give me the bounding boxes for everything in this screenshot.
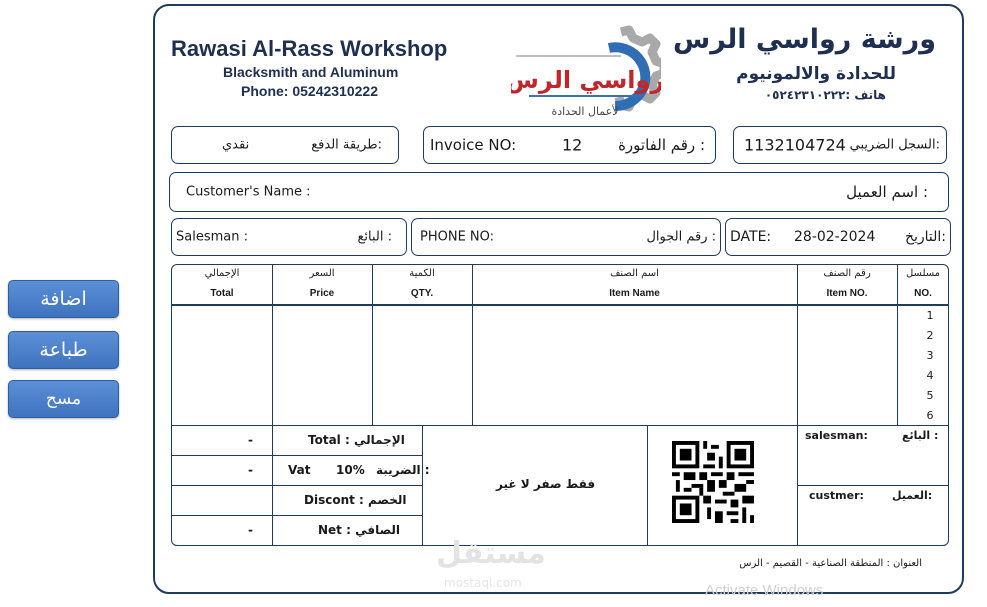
net-label: Net : الصافي <box>318 523 401 537</box>
company-subtitle-ar: للحدادة والالمونيوم <box>736 64 896 84</box>
col-header-qty: الكمية QTY. <box>409 268 435 299</box>
col-header-item-no: رقم الصنف Item NO. <box>823 268 871 299</box>
row-number: 1 <box>926 309 934 322</box>
tax-number-value[interactable]: 1132104724 <box>744 135 846 155</box>
customer-signature-label-ar: العميل: <box>892 489 933 502</box>
vat-rate[interactable]: 10% <box>336 463 365 477</box>
company-subtitle-en: Blacksmith and Aluminum <box>223 64 399 80</box>
address: العنوان : المنطقة الصناعية - القصيم - الرس <box>739 558 922 569</box>
activate-windows-notice: Activate Windows <box>705 582 824 599</box>
company-phone-en: Phone: 05242310222 <box>241 83 378 99</box>
row-number: 5 <box>926 389 934 402</box>
invoice-number-label-en: Invoice NO: <box>430 136 517 154</box>
invoice-number-box <box>423 126 716 164</box>
customer-name-label-en: Customer's Name : <box>186 184 311 200</box>
col-header-serial: مسلسل NO. <box>905 268 941 299</box>
payment-method-value[interactable]: نقدي <box>222 137 250 153</box>
vat-value: - <box>248 463 253 477</box>
payment-method-box <box>171 126 399 164</box>
watermark: مستقل <box>436 536 546 571</box>
payment-method-label: طريقة الدفع: <box>311 137 382 153</box>
net-value: - <box>248 523 253 537</box>
row-number: 2 <box>926 329 934 342</box>
row-number: 4 <box>926 369 934 382</box>
watermark-url: mostaql.com <box>444 576 522 590</box>
clear-button[interactable]: مسح <box>8 380 119 418</box>
invoice-sheet <box>153 4 964 594</box>
customer-signature-label-en: custmer: <box>809 489 864 502</box>
discount-label: Discont : الخصم <box>304 493 407 507</box>
svg-text:رواسي الرس: رواسي الرس <box>511 66 661 94</box>
phone-box <box>411 218 721 256</box>
salesman-label-en: Salesman : <box>176 229 248 245</box>
col-header-item-name: اسم الصنف Item Name <box>609 268 660 299</box>
salesman-signature-label-en: salesman: <box>805 429 868 442</box>
qr-code <box>672 441 754 527</box>
invoice-number-value[interactable]: 12 <box>562 135 583 155</box>
date-box <box>725 218 951 256</box>
salesman-signature-label-ar: البائع : <box>902 429 939 442</box>
date-label-ar: التاريخ: <box>904 229 946 245</box>
tax-number-label: السجل الضريبي: <box>849 137 940 153</box>
company-name-ar: ورشة رواسي الرس <box>673 24 936 55</box>
customer-name-label-ar: اسم العميل : <box>846 183 928 201</box>
company-phone-ar: هاتف :٠٥٢٤٢٣١٠٢٢٢ <box>764 88 886 102</box>
salesman-label-ar: البائع : <box>357 229 392 245</box>
svg-text:لأعمال الحدادة: لأعمال الحدادة <box>551 105 619 118</box>
tax-number-box <box>733 126 947 164</box>
customer-name-box <box>169 172 949 212</box>
amount-in-words: فقط صفر لا غير <box>496 477 596 491</box>
phone-label-ar: رقم الجوال : <box>646 229 716 245</box>
total-value: - <box>248 433 253 447</box>
vat-label-ar: الضريبة : <box>376 463 430 477</box>
print-button[interactable]: طباعة <box>8 331 119 369</box>
phone-label-en: PHONE NO: <box>420 229 495 245</box>
date-value[interactable]: 28-02-2024 <box>794 229 876 245</box>
invoice-number-label-ar: رقم الفاتورة : <box>618 136 705 154</box>
vat-label-en: Vat <box>288 463 311 477</box>
row-number: 3 <box>926 349 934 362</box>
company-name-en: Rawasi Al-Rass Workshop <box>171 36 448 61</box>
items-table <box>171 264 949 546</box>
row-number: 6 <box>926 409 934 422</box>
salesman-box <box>171 218 407 256</box>
date-label-en: DATE: <box>730 229 772 245</box>
add-button[interactable]: اضافة <box>8 280 119 318</box>
col-header-total: الإجمالي Total <box>204 268 240 299</box>
col-header-price: السعر Price <box>309 268 335 299</box>
total-label: Total : الإجمالي <box>308 433 405 447</box>
company-logo <box>511 18 661 124</box>
